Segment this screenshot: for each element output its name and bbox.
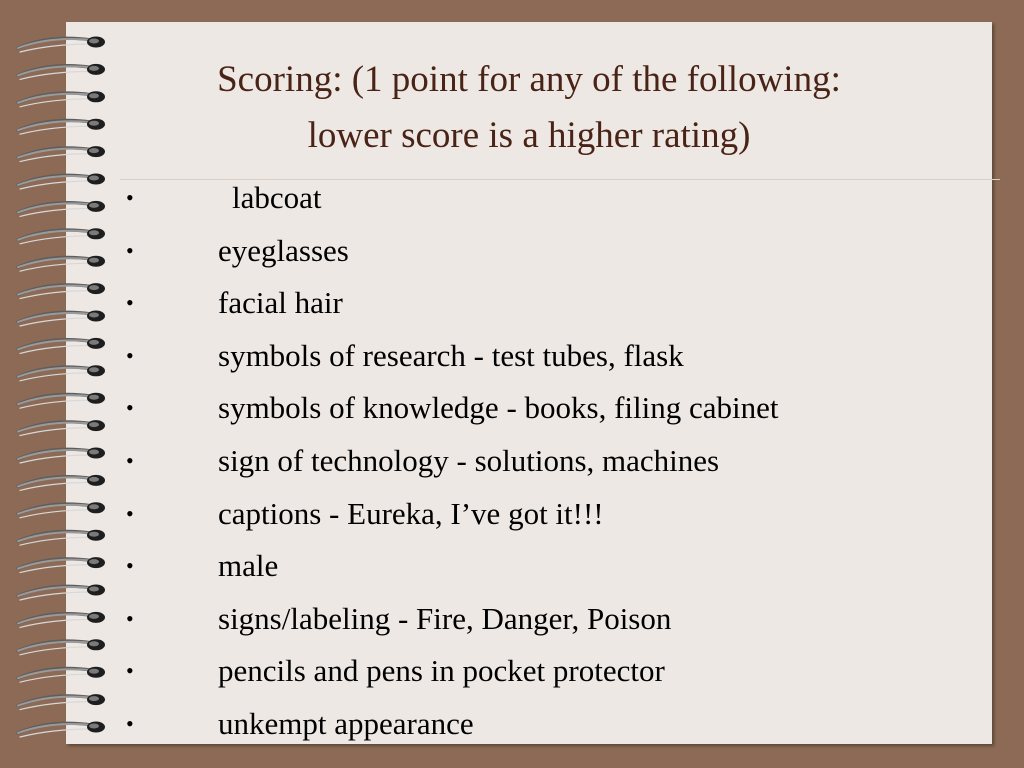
list-item-text: pencils and pens in pocket protector [218,653,665,689]
spiral-coil-icon [18,201,105,217]
bullet-dot: • [126,290,134,316]
bullet-dot: • [126,185,134,210]
spiral-coil-icon [18,365,105,381]
spiral-coil-icon [18,530,105,546]
list-item-text: eyeglasses [218,232,349,268]
spiral-coil-icon [18,283,105,299]
spiral-coil-icon [18,338,105,354]
bullet-dot: • [126,710,134,736]
spiral-coil-icon [18,174,105,190]
spiral-coil-icon [18,37,105,53]
list-item-text: symbols of knowledge - books, filing cabinet [218,390,779,426]
spiral-coil-icon [18,585,105,601]
spiral-coil-icon [18,667,105,683]
spiral-coil-icon [18,256,105,272]
bullet-dot: • [126,500,134,526]
list-item-text: facial hair [218,285,343,321]
list-item-text: male [218,548,279,584]
list-item-text: signs/labeling - Fire, Danger, Poison [218,600,672,636]
bullet-dot: • [126,553,134,579]
spiral-coil-icon [18,639,105,655]
spiral-coil-icon [18,420,105,436]
bullet-dot: • [126,447,134,473]
spiral-coil-icon [18,722,105,738]
list-item-text: symbols of research - test tubes, flask [218,337,684,373]
title-line-2: lower score is a higher rating) [307,115,751,156]
slide-title [66,52,992,164]
spiral-coil-icon [18,311,105,327]
bullet-dot: • [126,605,134,631]
list-item-text: unkempt appearance [218,705,474,741]
bullet-dot: • [126,342,134,368]
spiral-coil-icon [18,557,105,573]
bullet-dot: • [126,658,134,684]
bullet-dot: • [126,237,134,263]
list-item-text: sign of technology - solutions, machines [218,442,720,478]
spiral-coil-icon [18,694,105,710]
list-item-text: captions - Eureka, I’ve got it!!! [218,495,604,531]
spiral-coil-icon [18,448,105,464]
spiral-coil-icon [18,228,105,244]
list-item-text: labcoat [232,180,322,215]
spiral-coil-icon [18,612,105,628]
spiral-coil-icon [18,475,105,491]
spiral-coil-icon [18,393,105,409]
bullet-dot: • [126,395,134,421]
title-line-1: Scoring: (1 point for any of the following: [217,59,841,100]
spiral-coil-icon [18,502,105,518]
